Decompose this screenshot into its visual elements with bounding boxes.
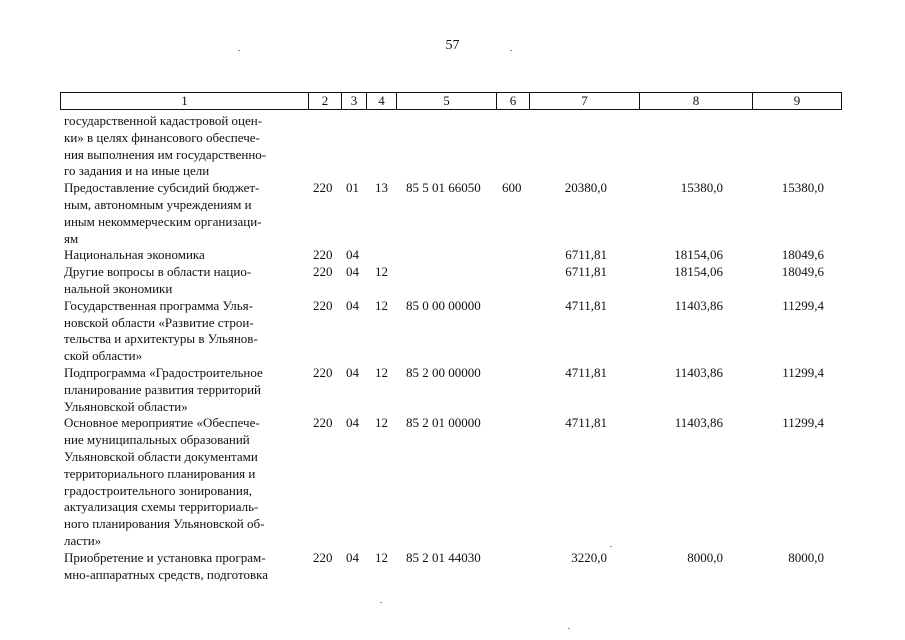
description-line: ным, автономным учреждениям и <box>64 196 252 212</box>
description-line: Ульяновской области» <box>64 398 188 414</box>
row-description <box>64 298 302 365</box>
cell-amount-7: 4711,81 <box>565 415 607 431</box>
description-line: планирование развития территорий <box>64 381 261 397</box>
cell-expense-type: 600 <box>502 180 522 196</box>
cell-amount-7: 4711,81 <box>565 297 607 313</box>
cell-ministry: 220 <box>313 180 333 196</box>
description-line: актуализация схемы территориаль- <box>64 499 259 515</box>
cell-subsection: 12 <box>375 364 388 380</box>
table-row <box>0 180 905 247</box>
description-line: Другие вопросы в области нацио- <box>64 264 252 280</box>
cell-target-article: 85 2 01 44030 <box>406 549 481 565</box>
scan-speck <box>610 546 612 547</box>
description-line: территориального планирования и <box>64 465 256 481</box>
cell-amount-9: 11299,4 <box>782 415 824 431</box>
header-col-6: 6 <box>496 93 529 109</box>
cell-ministry: 220 <box>313 415 333 431</box>
header-col-5: 5 <box>396 93 496 109</box>
description-line: Государственная программа Улья- <box>64 297 253 313</box>
cell-amount-9: 18049,6 <box>781 264 824 280</box>
cell-amount-7: 20380,0 <box>564 180 607 196</box>
description-line: ния выполнения им государственно- <box>64 146 267 162</box>
page-number: 57 <box>445 38 460 53</box>
row-description <box>64 365 302 415</box>
cell-ministry: 220 <box>313 364 333 380</box>
table-row <box>0 247 905 264</box>
cell-amount-8: 11403,86 <box>674 297 723 313</box>
row-description <box>64 264 302 298</box>
description-line: ки» в целях финансового обеспече- <box>64 129 260 145</box>
cell-amount-8: 15380,0 <box>680 180 723 196</box>
cell-section: 04 <box>346 297 359 313</box>
description-line: градостроительного зонирования, <box>64 482 253 498</box>
cell-ministry: 220 <box>313 297 333 313</box>
description-line: государственной кадастровой оцен- <box>64 113 263 128</box>
header-col-7: 7 <box>529 93 639 109</box>
cell-section: 01 <box>346 180 359 196</box>
cell-subsection: 12 <box>375 415 388 431</box>
header-col-9: 9 <box>752 93 841 109</box>
description-line: новской области «Развитие строи- <box>64 314 254 330</box>
row-description <box>64 415 302 549</box>
description-line: го задания и на иные цели <box>64 163 210 179</box>
cell-amount-7: 4711,81 <box>565 364 607 380</box>
description-line: тельства и архитектуры в Ульянов- <box>64 331 258 347</box>
cell-subsection: 12 <box>375 264 388 280</box>
table-header <box>60 92 842 110</box>
cell-section: 04 <box>346 549 359 565</box>
table-row <box>0 264 905 298</box>
cell-target-article: 85 2 00 00000 <box>406 364 481 380</box>
description-line: Ульяновской области документами <box>64 448 258 464</box>
cell-amount-9: 18049,6 <box>781 247 824 263</box>
scan-speck <box>380 602 382 603</box>
cell-amount-8: 18154,06 <box>674 264 723 280</box>
table-row <box>0 365 905 415</box>
row-description <box>64 247 302 264</box>
scan-speck <box>568 628 570 629</box>
cell-section: 04 <box>346 247 359 263</box>
description-line: иным некоммерческим организаци- <box>64 213 262 229</box>
header-col-8: 8 <box>639 93 752 109</box>
cell-ministry: 220 <box>313 549 333 565</box>
cell-target-article: 85 0 00 00000 <box>406 297 481 313</box>
row-description <box>64 180 302 247</box>
cell-amount-8: 11403,86 <box>674 364 723 380</box>
description-line: ние муниципальных образований <box>64 432 250 448</box>
scan-speck <box>510 50 512 51</box>
cell-section: 04 <box>346 264 359 280</box>
description-line: ской области» <box>64 348 143 364</box>
row-description <box>64 113 302 180</box>
table-row <box>0 113 905 180</box>
table-body <box>0 113 905 583</box>
description-line: ям <box>64 230 79 246</box>
cell-ministry: 220 <box>313 247 333 263</box>
table-row <box>0 415 905 549</box>
description-line: Подпрограмма «Градостроительное <box>64 364 263 380</box>
cell-amount-7: 6711,81 <box>565 264 607 280</box>
cell-target-article: 85 5 01 66050 <box>406 180 481 196</box>
cell-amount-8: 18154,06 <box>674 247 723 263</box>
table-row <box>0 298 905 365</box>
description-line: нальной экономики <box>64 280 173 296</box>
cell-subsection: 13 <box>375 180 388 196</box>
cell-amount-9: 15380,0 <box>781 180 824 196</box>
description-line: Основное мероприятие «Обеспече- <box>64 415 260 431</box>
description-line: ласти» <box>64 532 102 548</box>
cell-amount-8: 8000,0 <box>687 549 723 565</box>
cell-subsection: 12 <box>375 549 388 565</box>
description-line: мно-аппаратных средств, подготовка <box>64 566 268 582</box>
cell-amount-8: 11403,86 <box>674 415 723 431</box>
cell-amount-9: 8000,0 <box>788 549 824 565</box>
cell-target-article: 85 2 01 00000 <box>406 415 481 431</box>
header-col-1: 1 <box>181 93 188 108</box>
description-line: Предоставление субсидий бюджет- <box>64 180 260 196</box>
cell-section: 04 <box>346 364 359 380</box>
cell-ministry: 220 <box>313 264 333 280</box>
cell-amount-9: 11299,4 <box>782 297 824 313</box>
description-line: ного планирования Ульяновской об- <box>64 516 265 532</box>
cell-amount-9: 11299,4 <box>782 364 824 380</box>
cell-section: 04 <box>346 415 359 431</box>
row-description <box>64 550 302 584</box>
cell-amount-7: 6711,81 <box>565 247 607 263</box>
header-col-4: 4 <box>366 93 396 109</box>
cell-amount-7: 3220,0 <box>571 549 607 565</box>
table-row <box>0 550 905 584</box>
cell-subsection: 12 <box>375 297 388 313</box>
description-line: Национальная экономика <box>64 247 205 263</box>
header-col-3: 3 <box>341 93 366 109</box>
description-line: Приобретение и установка програм- <box>64 549 266 565</box>
scan-speck <box>238 50 240 51</box>
header-col-2: 2 <box>308 93 341 109</box>
